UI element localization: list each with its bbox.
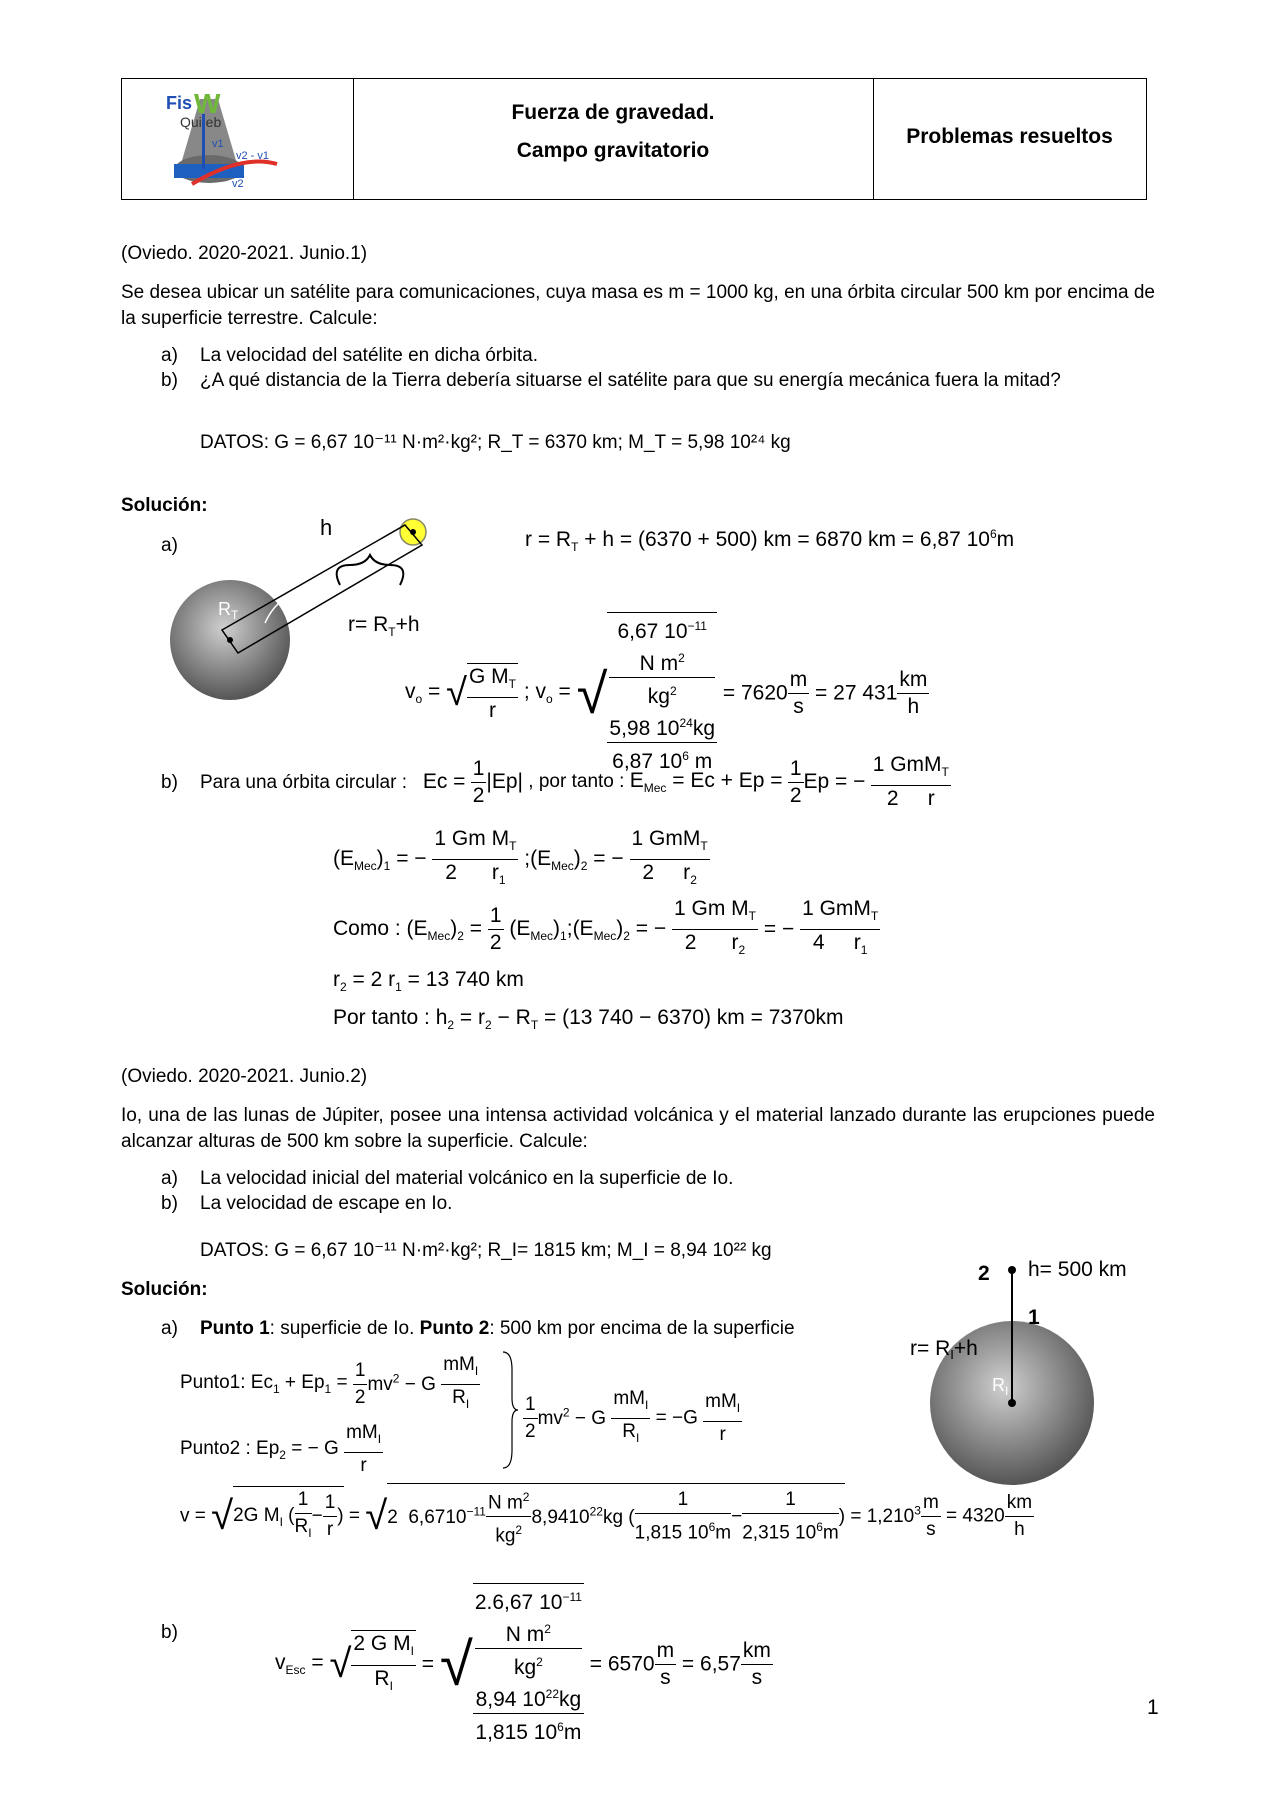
p2-item-b: b) La velocidad de escape en Io. (161, 1193, 453, 1214)
p2-eq-p1: Punto1: $Ec_1 + Ep_1$ = $\frac{1}{2}$ $mv^2 - G$ $\frac{mM_I}{R_I}$ (180, 1354, 479, 1411)
p1-eq-b5: Por tanto : $h_2 = r_2 - R_T = (13$ 740 − 6370) km = 7370km (333, 1006, 844, 1033)
fig-r-label: $r= R_T+h$ (348, 613, 420, 640)
p2-item-a: a) La velocidad inicial del material volcánico en la superficie de Io. (161, 1168, 734, 1189)
svg-text:W: W (194, 88, 221, 119)
fig-RT-label: $R_T$ (218, 599, 239, 622)
p1-eq-r: $r = R_T + h = (6370 + 500)$ km = 6870 km = 6,87 $10^6m$ (525, 527, 1015, 555)
p1-b-label: b) (161, 772, 178, 793)
svg-text:Qui eb: Qui eb (180, 114, 222, 130)
logo-cell (122, 79, 354, 199)
p2-a-line: a) Punto 1: superficie de Io. Punto 2: 500 km por encima de la superficie (161, 1318, 795, 1339)
fig-point-1: 1 (1028, 1306, 1040, 1329)
p2-solution-heading: Solución: (121, 1279, 208, 1300)
p1-eq-b3: Como : $(E_{Mec})_2$ = $\frac{1}{2}$ $(E_{Mec})_1;(E_{Mec})_2$ = − $\frac{1 Gm M_T}{2 r_2}$ = − $\frac{1 GmM_T}{4 r_1}$ (333, 897, 879, 958)
p1-eq-b1: Para una órbita circular : Ec = $\frac{1}{2}$ |Ep| , por tanto : $E_{Mec} = Ec + Ep$ = $\frac{1}{2}$ Ep = − $\frac{1 GmM_T}{2 r}$ (200, 753, 949, 811)
p2-eq-vesc: $v_{Esc}$ = √ $\frac{2 G M_I}{R_I}$ = √ 2.6,67 $10^{-11}$ N $m^2$ $kg^2$ 8,94 $10^{22}kg$ 1,815 $10^6m$ = 6570 $\frac{m}{s}$ = 6,57 $\frac{km}{s}$ (275, 1583, 773, 1746)
p2-datos: DATOS: G = 6,67 10⁻¹¹ N·m²·kg²; R_I= 1815 km; M_I = 8,94 10²² kg (200, 1240, 772, 1261)
p2-eq-brace: $\frac{1}{2}$ $mv^2 - G$ $\frac{mM_I}{R_I}$ = −G $\frac{mM_I}{r}$ (525, 1388, 741, 1445)
p1-item-a: a) La velocidad del satélite en dicha órbita. (161, 345, 539, 366)
p2-eq-p2: Punto2 : $Ep_2$ = − G $\frac{mM_I}{r}$ (180, 1422, 382, 1476)
brace (500, 1350, 520, 1470)
svg-text:v2: v2 (232, 178, 244, 190)
svg-text:Fis: Fis (166, 93, 193, 113)
fig-RI: $R_I$ (992, 1375, 1009, 1398)
p1-a-label: a) (161, 535, 178, 556)
p1-eq-b2: $(E_{Mec})_1$ = − $\frac{1 Gm M_T}{2 r_1}$ $;(E_{Mec})_2$ = − $\frac{1 GmM_T}{2 r_2}$ (333, 827, 708, 888)
title-line-1: Fuerza de gravedad. (511, 101, 715, 124)
io-diagram (900, 1248, 1140, 1488)
fig-h-500: h= 500 km (1028, 1258, 1127, 1281)
p1-statement: Se desea ubicar un satélite para comunicaciones, cuya masa es m = 1000 kg, en una órbita circular 500 km por encima de la superficie terrestre. Calcule: (121, 282, 1155, 329)
p1-source: (Oviedo. 2020-2021. Junio.1) (121, 243, 368, 264)
svg-text:v1: v1 (212, 138, 224, 150)
title-cell (353, 79, 874, 199)
p1-item-b: b) ¿A qué distancia de la Tierra debería situarse el satélite para que su energía mecánica fuera la mitad? (161, 370, 1061, 391)
fig-r-io: r= RI+h (910, 1337, 978, 1362)
svg-text:v2 - v1: v2 - v1 (236, 150, 270, 162)
fisquiweb-logo (122, 79, 353, 199)
p1-eq-v: $v_o$ = √ $\frac{G M_T}{r}$ ; $v_o$ = √ 6,67 $10^{-11}$ N $m^2$ $kg^2$ 5,98 $10^{24}kg$ 6,87 $10^6$ m = 7620 $\frac{m}{s}$ = 27 431 $\frac{km}{h}$ (405, 612, 929, 775)
fig-h-label: h (320, 515, 333, 540)
p2-eq-v: v = √2G $M_I$ ( $\frac{1}{R_I}$ − $\frac{1}{r}$ ) = √2 $6,6710^{-11}$ $\frac{N m^2}{kg^2}$ 8,9410$^{22}$kg ( $\frac{1}{1,815 10^6m}$ − $\frac{1}{2,315 10^6m}$ ) = $1,210^3$ $\frac{m}{s}$ = 4320 $\frac{km}{h}$ (180, 1483, 1034, 1550)
p2-source: (Oviedo. 2020-2021. Junio.2) (121, 1066, 368, 1087)
header-table (121, 78, 1147, 200)
p2-statement: Io, una de las lunas de Júpiter, posee una intensa actividad volcánica y el material lanzado durante las erupciones puede alcanzar alturas de 500 km sobre la superficie. Calcule: (121, 1105, 1155, 1152)
section-label: Problemas resueltos (906, 125, 1113, 148)
section-cell (873, 79, 1146, 199)
p2-b-label: b) (161, 1622, 178, 1643)
p1-eq-b4: $r_2 = 2$ $r_1 = 13$ 740 km (333, 968, 524, 995)
title-line-2: Campo gravitatorio (516, 139, 710, 162)
p1-solution-heading: Solución: (121, 495, 208, 516)
page-number: 1 (1147, 1696, 1159, 1719)
p1-datos: DATOS: G = 6,67 10⁻¹¹ N·m²·kg²; R_T = 6370 km; M_T = 5,98 10²⁴ kg (200, 432, 791, 453)
fig-point-2: 2 (978, 1262, 990, 1285)
